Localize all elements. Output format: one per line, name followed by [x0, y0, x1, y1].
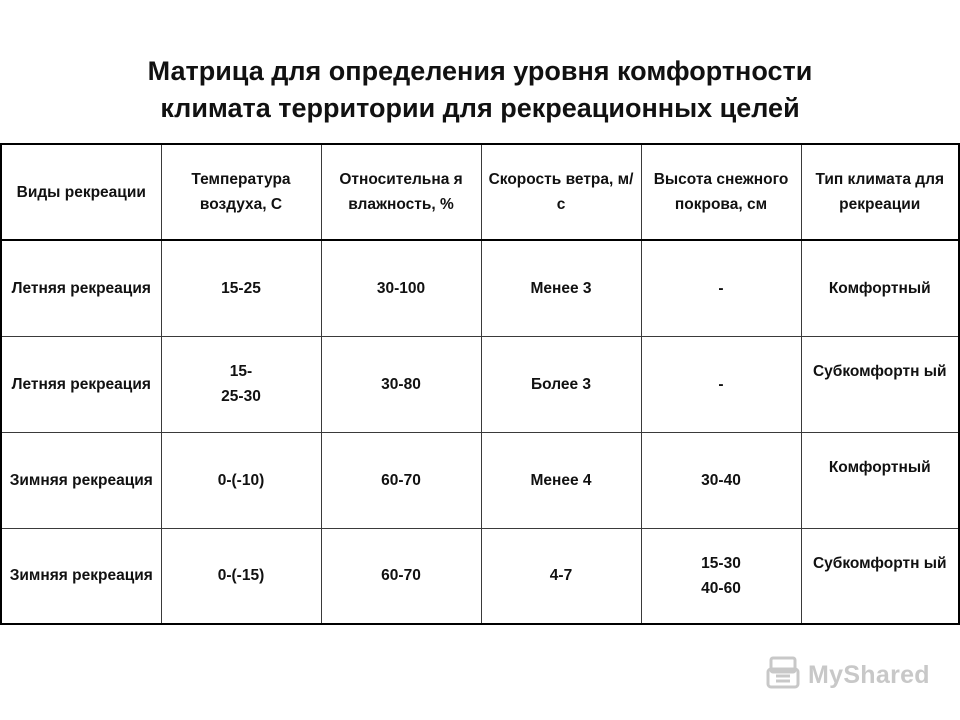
cell-wind: Менее 4	[481, 432, 641, 528]
cell-temperature-line-1: 15-	[229, 363, 253, 380]
cell-recreation-type: Зимняя рекреация	[1, 432, 161, 528]
cell-temperature-line-2: 25-30	[221, 388, 261, 405]
table-row	[1, 240, 959, 336]
cell-snow-line-2: 40-60	[701, 579, 741, 597]
cell-snow: -	[641, 336, 801, 432]
header-air-temperature: Температура воздуха, С	[161, 144, 321, 240]
cell-humidity: 60-70	[321, 432, 481, 528]
cell-snow-line-1: 15-30	[701, 554, 741, 572]
shared-logo-icon	[766, 656, 802, 695]
cell-wind: Более 3	[481, 336, 641, 432]
cell-humidity: 30-100	[321, 240, 481, 336]
header-relative-humidity: Относительна я влажность, %	[321, 144, 481, 240]
table-row	[1, 336, 959, 432]
watermark-text: MyShared	[808, 660, 930, 689]
cell-recreation-type: Летняя рекреация	[1, 336, 161, 432]
myshared-watermark	[766, 657, 930, 693]
header-recreation-type: Виды рекреации	[1, 144, 161, 240]
cell-humidity: 60-70	[321, 528, 481, 624]
table-header-row	[1, 144, 959, 240]
cell-recreation-type: Летняя рекреация	[1, 240, 161, 336]
table-row	[1, 528, 959, 624]
header-climate-type: Тип климата для рекреации	[801, 144, 959, 240]
cell-temperature: 0-(-10)	[161, 432, 321, 528]
cell-snow: 30-40	[641, 432, 801, 528]
cell-wind: 4-7	[481, 528, 641, 624]
comfort-matrix-table	[0, 143, 960, 625]
cell-temperature: 0-(-15)	[161, 528, 321, 624]
cell-climate: Комфортный	[801, 432, 959, 528]
cell-recreation-type: Зимняя рекреация	[1, 528, 161, 624]
header-wind-speed: Скорость ветра, м/с	[481, 144, 641, 240]
table-row	[1, 432, 959, 528]
title-line-2: климата территории для рекреационных целей	[160, 93, 800, 123]
cell-wind: Менее 3	[481, 240, 641, 336]
cell-climate: Субкомфортн ый	[801, 336, 959, 432]
cell-snow: -	[641, 240, 801, 336]
page-title	[0, 53, 960, 127]
cell-climate: Субкомфортн ый	[801, 528, 959, 624]
cell-climate: Комфортный	[801, 240, 959, 336]
cell-temperature: 15-25	[161, 240, 321, 336]
header-snow-depth: Высота снежного покрова, см	[641, 144, 801, 240]
title-line-1: Матрица для определения уровня комфортности	[147, 56, 813, 86]
cell-snow	[641, 528, 801, 624]
cell-humidity: 30-80	[321, 336, 481, 432]
cell-temperature	[161, 336, 321, 432]
